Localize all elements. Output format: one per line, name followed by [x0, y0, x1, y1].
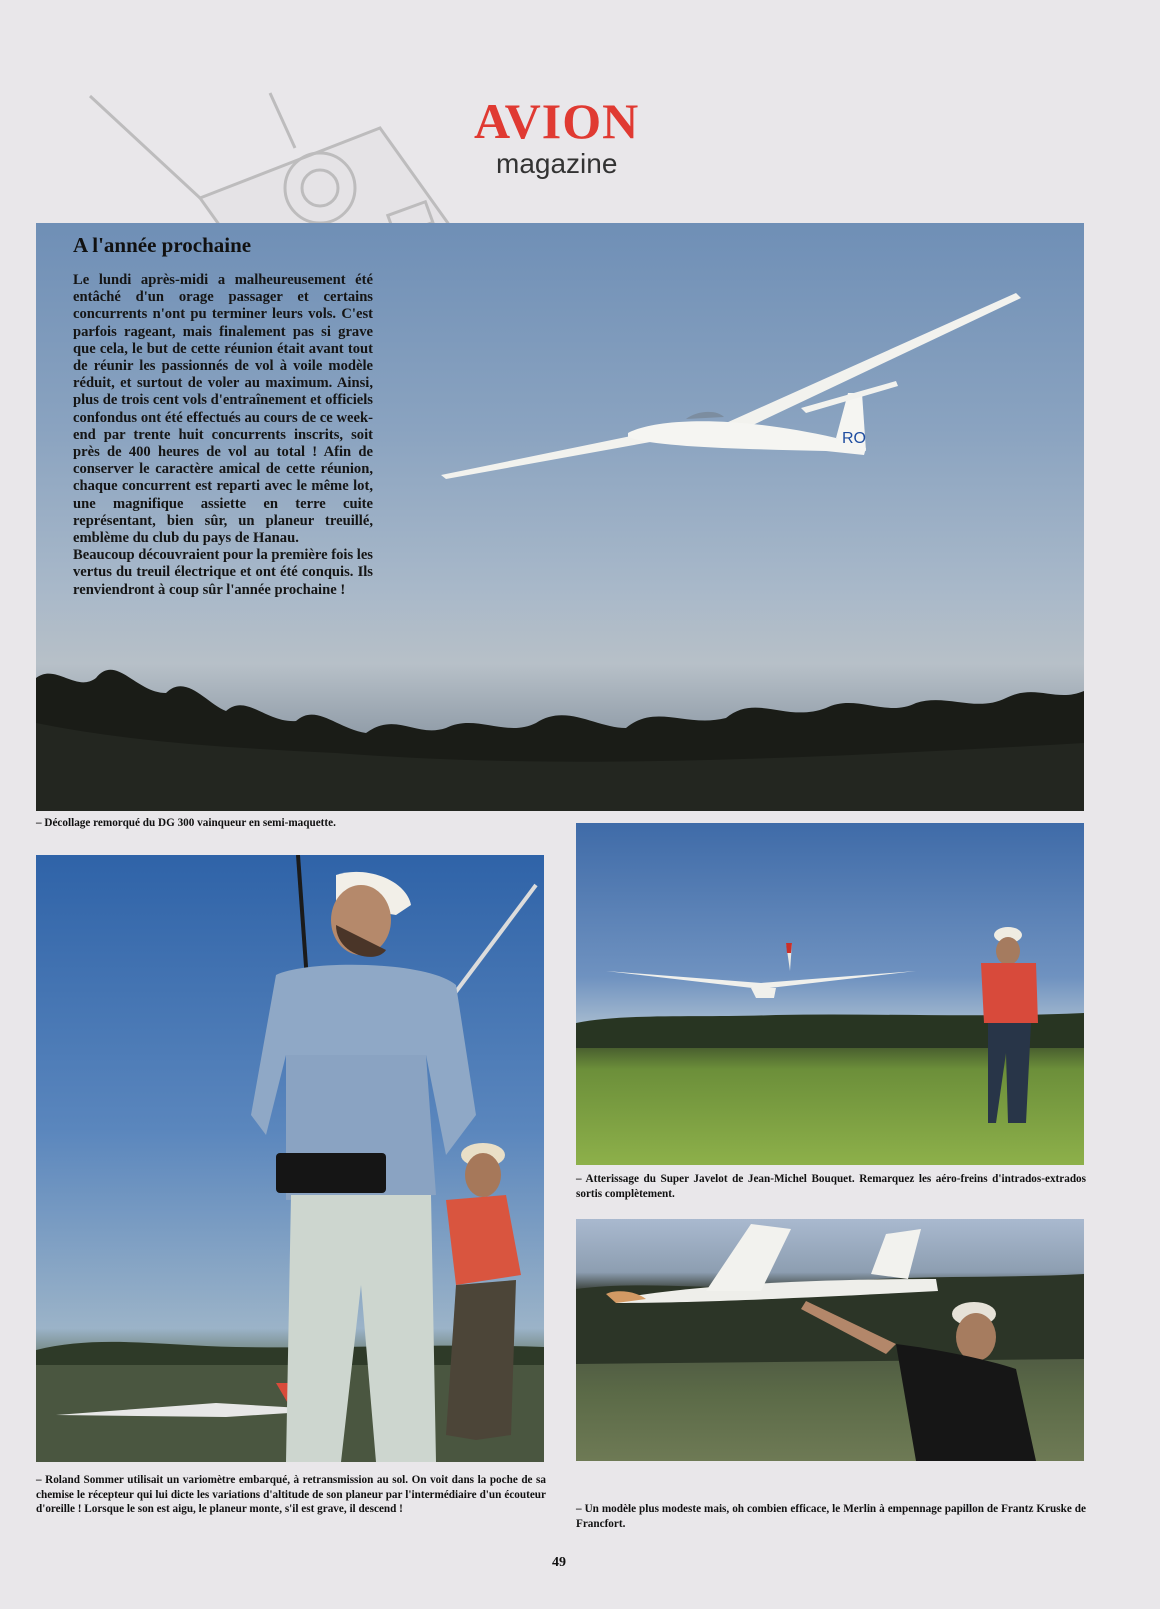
article-body — [73, 272, 373, 599]
magazine-subtitle: magazine — [496, 148, 618, 179]
article-paragraph: Le lundi après-midi a malheureusement été entâché d'un orage passager et certains concurrents n'ont pu terminer leurs vols. C'est parfois rageant, mais finalement pas si grave que cela, le but de cette réunion était avant tout de réunir les passionnés de vol à voile modèle réduit, et surtout de voler au maximum. Ainsi, plus de trois cent vols d'entraînement et officiels confondus ont été effectués au cours de ce week-end par trente huit concurrents inscrits, soit près de 400 heures de vol au total ! Afin de conserver le caractère amical de cette réunion, chaque concurrent est reparti avec le même lot, une magnifique assiette en terre cuite représentant, bien sûr, un planeur treuillé, emblème du club du pays de Hanau. — [73, 272, 373, 547]
caption-main-photo: – Décollage remorqué du DG 300 vainqueur en semi-maquette. — [36, 817, 336, 829]
article-title: A l'année prochaine — [73, 233, 252, 257]
tail-code: RO — [842, 430, 866, 447]
assistant-figure — [446, 1143, 521, 1440]
photo-glider-landing — [576, 823, 1084, 1165]
magazine-title: AVION — [474, 93, 640, 149]
glider-illustration — [441, 293, 1021, 479]
caption-radio-photo: – Roland Sommer utilisait un variomètre embarqué, à retransmission au sol. On voit dans la poche de sa chemise le récepteur qui lui dicte les variations d'altitude de son planeur par l'intermédiaire d'un écouteur d'oreille ! Lorsque le son est aigu, le planeur monte, s'il est grave, il descend ! — [36, 1474, 546, 1515]
article-paragraph: Beaucoup découvraient pour la première fois les vertus du treuil électrique et ont été conquis. Ils renviendront à coup sûr l'année prochaine ! — [73, 547, 373, 598]
caption-landing-photo: – Atterissage du Super Javelot de Jean-Michel Bouquet. Remarquez les aéro-freins d'intrados-extrados sortis complètement. — [576, 1173, 1086, 1200]
photo-hand-launch — [576, 1219, 1084, 1461]
photo-pilot-with-transmitter — [36, 855, 544, 1462]
article — [73, 233, 373, 599]
pilot-figure — [981, 927, 1038, 1123]
page-number: 49 — [552, 1555, 566, 1570]
caption-launch-photo: – Un modèle plus modeste mais, oh combien efficace, le Merlin à empennage papillon de Frantz Kruske de Francfort. — [576, 1503, 1086, 1530]
